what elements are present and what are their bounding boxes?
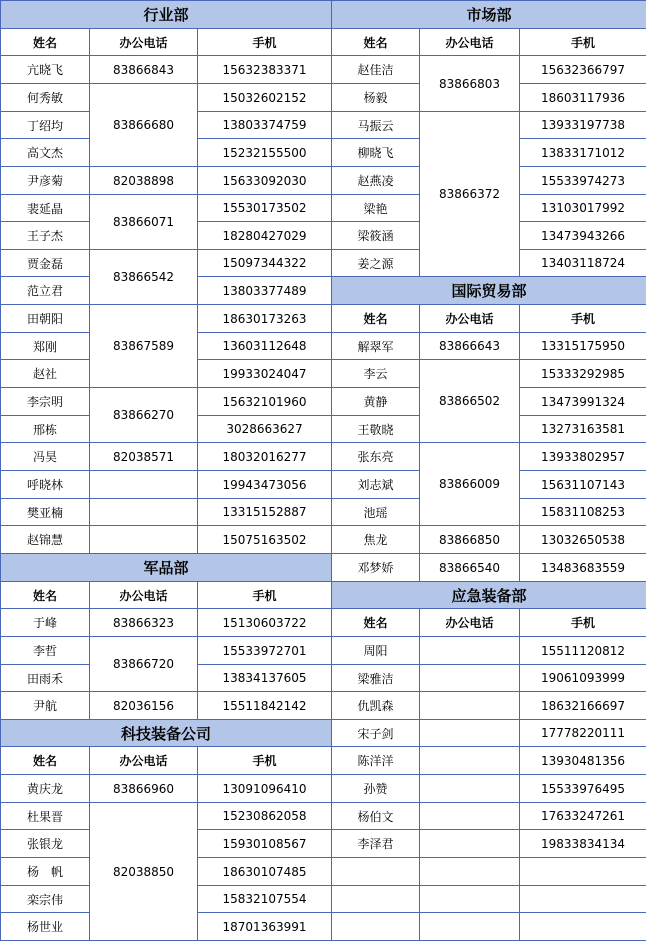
- table-row: [332, 886, 646, 913]
- mobile-cell: 13403118724: [520, 250, 646, 277]
- name-header: 姓名: [332, 29, 420, 56]
- table-row: [332, 333, 646, 360]
- office-phone-cell: 83866071: [90, 195, 198, 250]
- office-phone-cell: 83866643: [420, 333, 520, 360]
- table-row: [1, 692, 332, 720]
- mobile-cell: 15631107143: [520, 471, 646, 499]
- name-cell: [332, 886, 420, 913]
- mobile-cell: 13315175950: [520, 333, 646, 360]
- name-cell: 解翠军: [332, 333, 420, 360]
- name-cell: 田朝阳: [1, 305, 90, 333]
- section-title-row: [1, 554, 332, 582]
- mobile-cell: 15632366797: [520, 56, 646, 84]
- office-phone-cell: 83866843: [90, 56, 198, 84]
- mobile-cell: 15333292985: [520, 360, 646, 388]
- office-phone-cell: 83866372: [420, 112, 520, 277]
- mobile-cell: 13483683559: [520, 554, 646, 582]
- table-row: [332, 775, 646, 803]
- mobile-cell: 19833834134: [520, 830, 646, 858]
- office-phone-header: 办公电话: [420, 305, 520, 333]
- mobile-cell: 15632383371: [198, 56, 332, 84]
- office-phone-cell: [420, 803, 520, 830]
- section-title-row: [1, 1, 332, 29]
- mobile-cell: 19061093999: [520, 665, 646, 692]
- mobile-cell: 17778220111: [520, 720, 646, 747]
- mobile-cell: [520, 858, 646, 886]
- table-row: [332, 830, 646, 858]
- name-cell: 杨 帆: [1, 858, 90, 886]
- name-cell: [332, 913, 420, 941]
- name-cell: 赵佳洁: [332, 56, 420, 84]
- mobile-header: 手机: [520, 609, 646, 637]
- name-cell: 姜之源: [332, 250, 420, 277]
- table-row: [332, 360, 646, 388]
- mobile-cell: 13834137605: [198, 665, 332, 692]
- name-cell: 仇凯森: [332, 692, 420, 720]
- section-title-row: [1, 720, 332, 747]
- table-row: [332, 858, 646, 886]
- name-cell: 孙赞: [332, 775, 420, 803]
- name-cell: 亢晓飞: [1, 56, 90, 84]
- office-phone-cell: 83867589: [90, 305, 198, 388]
- table-row: [1, 305, 332, 333]
- name-cell: 李哲: [1, 637, 90, 665]
- mobile-cell: 15530173502: [198, 195, 332, 222]
- mobile-cell: 13473991324: [520, 388, 646, 416]
- mobile-cell: 13930481356: [520, 747, 646, 775]
- table-row: [332, 803, 646, 830]
- name-header: 姓名: [1, 582, 90, 609]
- office-phone-header: 办公电话: [420, 609, 520, 637]
- name-cell: 梁筱涵: [332, 222, 420, 250]
- table-row: [1, 443, 332, 471]
- right-column: [331, 0, 646, 941]
- name-cell: 贾金磊: [1, 250, 90, 277]
- name-cell: 黄庆龙: [1, 775, 90, 803]
- office-phone-cell: 83866542: [90, 250, 198, 305]
- office-phone-cell: 82038571: [90, 443, 198, 471]
- mobile-cell: 13603112648: [198, 333, 332, 360]
- table-row: [332, 692, 646, 720]
- name-cell: [332, 858, 420, 886]
- mobile-cell: 15533972701: [198, 637, 332, 665]
- header-row: [332, 609, 646, 637]
- name-cell: 杨世业: [1, 913, 90, 941]
- table-row: [332, 665, 646, 692]
- table-row: [332, 554, 646, 582]
- name-cell: 赵锦慧: [1, 526, 90, 554]
- name-cell: 李云: [332, 360, 420, 388]
- office-phone-cell: [420, 720, 520, 747]
- name-cell: 赵社: [1, 360, 90, 388]
- name-cell: 李宗明: [1, 388, 90, 416]
- name-cell: 焦龙: [332, 526, 420, 554]
- table-row: [332, 637, 646, 665]
- office-phone-cell: 83866803: [420, 56, 520, 112]
- right-directory-table: [331, 0, 646, 941]
- table-row: [1, 609, 332, 637]
- header-row: [1, 29, 332, 56]
- name-cell: 周阳: [332, 637, 420, 665]
- mobile-header: 手机: [198, 747, 332, 775]
- section-title-row: [332, 277, 646, 305]
- mobile-cell: [520, 913, 646, 941]
- name-cell: 栾宗伟: [1, 886, 90, 913]
- section-title: 应急装备部: [332, 582, 646, 609]
- mobile-header: 手机: [520, 29, 646, 56]
- name-cell: 陈洋洋: [332, 747, 420, 775]
- mobile-cell: 15632101960: [198, 388, 332, 416]
- table-row: [1, 250, 332, 277]
- header-row: [332, 305, 646, 333]
- office-phone-cell: 82038898: [90, 167, 198, 195]
- mobile-cell: [520, 886, 646, 913]
- name-cell: 杨伯文: [332, 803, 420, 830]
- office-phone-cell: [420, 692, 520, 720]
- section-title: 市场部: [332, 1, 646, 29]
- office-phone-cell: [420, 913, 520, 941]
- header-row: [332, 29, 646, 56]
- name-cell: 赵燕凌: [332, 167, 420, 195]
- table-row: [332, 747, 646, 775]
- office-phone-header: 办公电话: [420, 29, 520, 56]
- mobile-cell: 13273163581: [520, 416, 646, 443]
- mobile-header: 手机: [198, 29, 332, 56]
- mobile-cell: 15232155500: [198, 139, 332, 167]
- table-row: [1, 637, 332, 665]
- office-phone-cell: 83866540: [420, 554, 520, 582]
- mobile-cell: 15533976495: [520, 775, 646, 803]
- office-phone-cell: 83866502: [420, 360, 520, 443]
- office-phone-cell: 82036156: [90, 692, 198, 720]
- table-row: [332, 56, 646, 84]
- office-phone-cell: 83866323: [90, 609, 198, 637]
- mobile-cell: 18630173263: [198, 305, 332, 333]
- mobile-cell: 18630107485: [198, 858, 332, 886]
- name-cell: 邓梦娇: [332, 554, 420, 582]
- name-cell: 杜果晋: [1, 803, 90, 830]
- section-title-row: [332, 582, 646, 609]
- name-cell: 邢栋: [1, 416, 90, 443]
- name-cell: 马振云: [332, 112, 420, 139]
- name-cell: 柳晓飞: [332, 139, 420, 167]
- mobile-cell: 13933802957: [520, 443, 646, 471]
- office-phone-header: 办公电话: [90, 747, 198, 775]
- mobile-cell: 15533974273: [520, 167, 646, 195]
- section-title: 国际贸易部: [332, 277, 646, 305]
- section-title: 科技装备公司: [1, 720, 332, 747]
- section-title: 军品部: [1, 554, 332, 582]
- name-cell: 王敬晓: [332, 416, 420, 443]
- name-cell: 高文杰: [1, 139, 90, 167]
- table-row: [332, 443, 646, 471]
- mobile-cell: 15511842142: [198, 692, 332, 720]
- mobile-cell: 18701363991: [198, 913, 332, 941]
- mobile-cell: 17633247261: [520, 803, 646, 830]
- office-phone-cell: [420, 637, 520, 665]
- mobile-cell: 19943473056: [198, 471, 332, 499]
- office-phone-cell: 83866960: [90, 775, 198, 803]
- name-cell: 刘志斌: [332, 471, 420, 499]
- name-header: 姓名: [332, 609, 420, 637]
- mobile-cell: 15633092030: [198, 167, 332, 195]
- office-phone-cell: 83866270: [90, 388, 198, 443]
- mobile-cell: 18032016277: [198, 443, 332, 471]
- name-cell: 宋子剑: [332, 720, 420, 747]
- header-row: [1, 582, 332, 609]
- name-cell: 何秀敏: [1, 84, 90, 112]
- name-cell: 范立君: [1, 277, 90, 305]
- mobile-cell: 19933024047: [198, 360, 332, 388]
- table-row: [332, 526, 646, 554]
- name-header: 姓名: [332, 305, 420, 333]
- mobile-cell: 18632166697: [520, 692, 646, 720]
- name-header: 姓名: [1, 747, 90, 775]
- name-cell: 田雨禾: [1, 665, 90, 692]
- table-row: [1, 775, 332, 803]
- name-cell: 裴延晶: [1, 195, 90, 222]
- name-cell: 杨毅: [332, 84, 420, 112]
- office-phone-cell: 83866680: [90, 84, 198, 167]
- name-cell: 张东亮: [332, 443, 420, 471]
- name-cell: 尹彦菊: [1, 167, 90, 195]
- name-cell: 于峰: [1, 609, 90, 637]
- office-phone-cell: 83866009: [420, 443, 520, 526]
- table-row: [332, 720, 646, 747]
- mobile-cell: 13032650538: [520, 526, 646, 554]
- mobile-cell: 15831108253: [520, 499, 646, 526]
- mobile-cell: 13473943266: [520, 222, 646, 250]
- name-cell: 王子杰: [1, 222, 90, 250]
- office-phone-header: 办公电话: [90, 29, 198, 56]
- mobile-cell: 15097344322: [198, 250, 332, 277]
- office-phone-cell: [90, 499, 198, 526]
- mobile-cell: 13091096410: [198, 775, 332, 803]
- mobile-cell: 18603117936: [520, 84, 646, 112]
- section-title: 行业部: [1, 1, 332, 29]
- table-row: [1, 803, 332, 830]
- name-header: 姓名: [1, 29, 90, 56]
- office-phone-cell: [420, 830, 520, 858]
- name-cell: 梁雅洁: [332, 665, 420, 692]
- table-row: [332, 112, 646, 139]
- table-row: [1, 526, 332, 554]
- mobile-cell: 13803377489: [198, 277, 332, 305]
- name-cell: 黄静: [332, 388, 420, 416]
- office-phone-cell: 83866720: [90, 637, 198, 692]
- mobile-cell: 13933197738: [520, 112, 646, 139]
- mobile-cell: 15511120812: [520, 637, 646, 665]
- mobile-header: 手机: [520, 305, 646, 333]
- mobile-cell: 15832107554: [198, 886, 332, 913]
- name-cell: 池瑶: [332, 499, 420, 526]
- mobile-cell: 3028663627: [198, 416, 332, 443]
- mobile-cell: 13103017992: [520, 195, 646, 222]
- mobile-header: 手机: [198, 582, 332, 609]
- office-phone-header: 办公电话: [90, 582, 198, 609]
- table-row: [1, 499, 332, 526]
- table-row: [1, 388, 332, 416]
- mobile-cell: 13803374759: [198, 112, 332, 139]
- mobile-cell: 15032602152: [198, 84, 332, 112]
- office-phone-cell: [420, 747, 520, 775]
- table-row: [1, 195, 332, 222]
- office-phone-cell: [90, 471, 198, 499]
- name-cell: 丁绍均: [1, 112, 90, 139]
- table-row: [1, 56, 332, 84]
- section-title-row: [332, 1, 646, 29]
- office-phone-cell: [420, 858, 520, 886]
- table-row: [332, 913, 646, 941]
- name-cell: 尹航: [1, 692, 90, 720]
- mobile-cell: 15075163502: [198, 526, 332, 554]
- table-row: [1, 471, 332, 499]
- name-cell: 呼晓林: [1, 471, 90, 499]
- office-phone-cell: 82038850: [90, 803, 198, 941]
- office-phone-cell: [420, 665, 520, 692]
- mobile-cell: 15230862058: [198, 803, 332, 830]
- office-phone-cell: [90, 526, 198, 554]
- header-row: [1, 747, 332, 775]
- name-cell: 冯昊: [1, 443, 90, 471]
- mobile-cell: 15130603722: [198, 609, 332, 637]
- office-phone-cell: 83866850: [420, 526, 520, 554]
- name-cell: 李泽君: [332, 830, 420, 858]
- mobile-cell: 13833171012: [520, 139, 646, 167]
- table-row: [1, 84, 332, 112]
- mobile-cell: 18280427029: [198, 222, 332, 250]
- office-phone-cell: [420, 775, 520, 803]
- name-cell: 梁艳: [332, 195, 420, 222]
- mobile-cell: 15930108567: [198, 830, 332, 858]
- mobile-cell: 13315152887: [198, 499, 332, 526]
- table-row: [1, 167, 332, 195]
- name-cell: 张银龙: [1, 830, 90, 858]
- name-cell: 樊亚楠: [1, 499, 90, 526]
- name-cell: 郑刚: [1, 333, 90, 360]
- office-phone-cell: [420, 886, 520, 913]
